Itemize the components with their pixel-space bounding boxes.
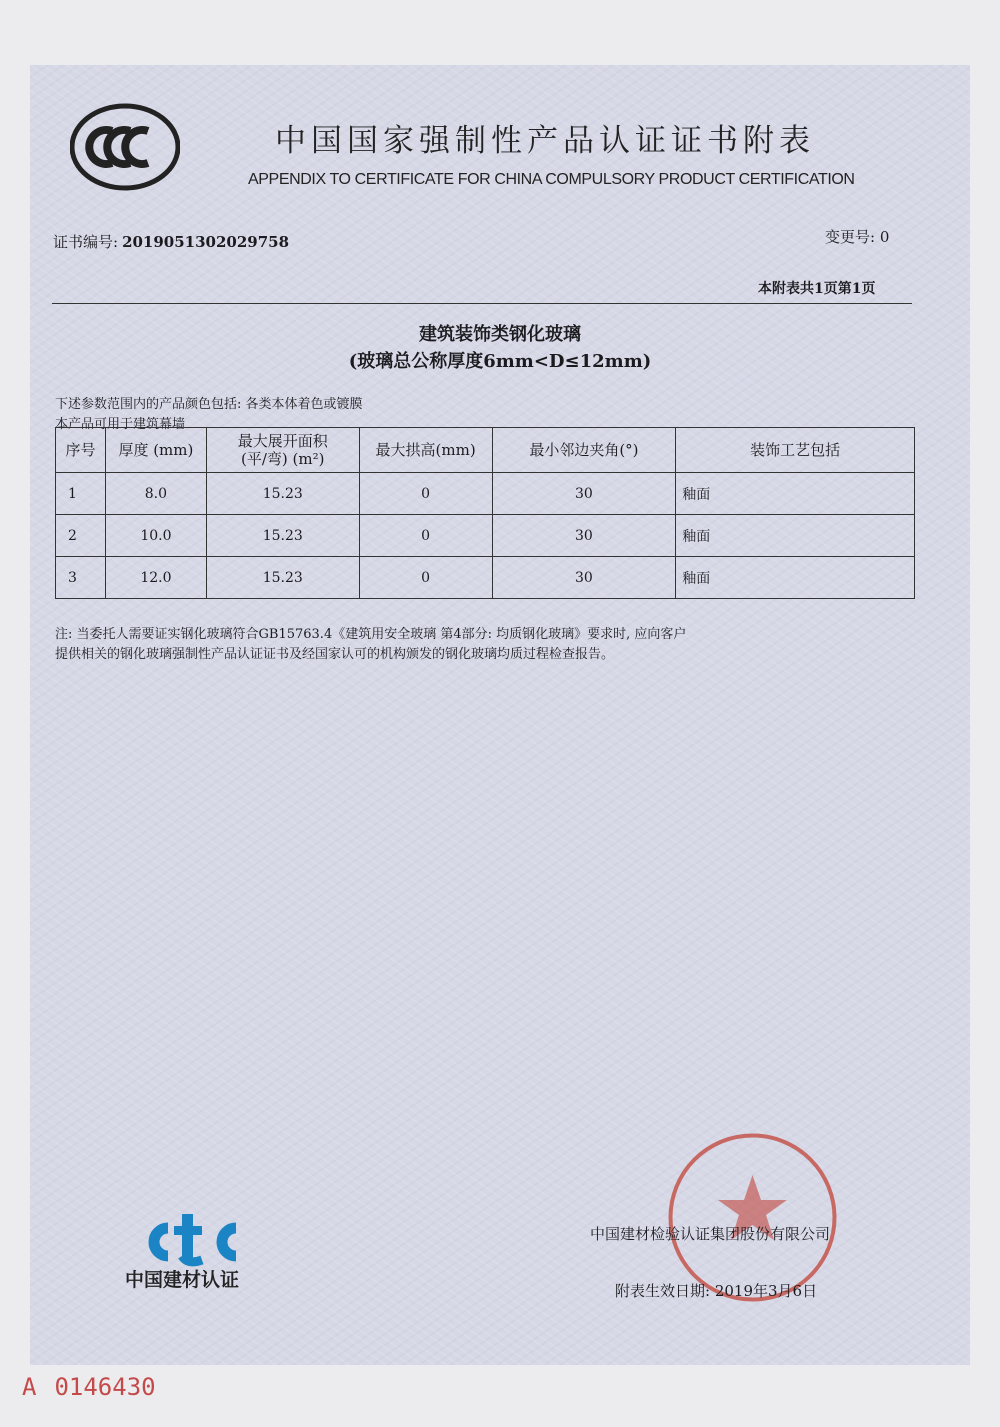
serial-number	[22, 1373, 174, 1401]
table-row	[56, 473, 915, 515]
footnote-line-2: 提供相关的钢化玻璃强制性产品认证证书及经国家认可的机构颁发的钢化玻璃均质过程检查报告。	[55, 647, 615, 662]
spec-table	[55, 427, 915, 599]
cell-thickness: 12.0	[105, 557, 206, 599]
title-cn: 中国国家强制性产品认证证书附表	[275, 123, 815, 159]
usage-note: 本产品可用于建筑幕墙	[55, 417, 186, 432]
table-row	[56, 515, 915, 557]
cell-max-arch: 0	[359, 473, 492, 515]
cell-index: 1	[56, 473, 106, 515]
col-header-min-angle: 最小邻边夹角(°)	[492, 428, 676, 473]
cell-min-angle: 30	[492, 473, 676, 515]
page-info: 本附表共1页第1页	[758, 281, 876, 297]
col-header-max-arch: 最大拱高(mm)	[359, 428, 492, 473]
certificate-number	[53, 231, 289, 252]
cell-max-area: 15.23	[206, 515, 359, 557]
change-number: 变更号: 0	[825, 228, 890, 246]
cell-thickness: 10.0	[105, 515, 206, 557]
serial-prefix: A	[22, 1373, 37, 1401]
cell-thickness: 8.0	[105, 473, 206, 515]
cell-index: 3	[56, 557, 106, 599]
cell-min-angle: 30	[492, 515, 676, 557]
ccc-logo	[70, 103, 180, 191]
certificate-sheet	[30, 65, 970, 1365]
cert-no-label: 证书编号:	[53, 233, 119, 251]
cell-decoration: 釉面	[676, 557, 915, 599]
col-header-decoration: 装饰工艺包括	[676, 428, 915, 473]
cell-decoration: 釉面	[676, 473, 915, 515]
table-row	[56, 557, 915, 599]
issuer-name: 中国建材检验认证集团股份有限公司	[590, 1225, 831, 1243]
col-header-thickness: 厚度 (mm)	[105, 428, 206, 473]
official-seal	[665, 1130, 840, 1305]
ctc-logo	[140, 1210, 250, 1270]
cert-no-value: 2019051302029758	[122, 233, 290, 251]
product-name: 建筑装饰类钢化玻璃	[419, 324, 581, 345]
footnote-line-1: 注: 当委托人需要证实钢化玻璃符合GB15763.4《建筑用安全玻璃 第4部分: 均质钢化玻璃》要求时, 应向客户	[55, 627, 687, 642]
serial-value: 0146430	[54, 1373, 156, 1401]
color-note: 下述参数范围内的产品颜色包括: 各类本体着色或镀膜	[55, 397, 363, 412]
cell-min-angle: 30	[492, 557, 676, 599]
title-en: APPENDIX TO CERTIFICATE FOR CHINA COMPULSORY PRODUCT CERTIFICATION	[248, 171, 855, 188]
header-divider	[52, 303, 912, 304]
cell-decoration: 釉面	[676, 515, 915, 557]
ctc-brand-text: 中国建材认证	[125, 1269, 240, 1291]
cell-max-arch: 0	[359, 515, 492, 557]
effective-date: 附表生效日期: 2019年3月6日	[615, 1282, 818, 1300]
cell-max-area: 15.23	[206, 473, 359, 515]
col-header-max-area: 最大展开面积 (平/弯) (m²)	[206, 428, 359, 473]
cell-index: 2	[56, 515, 106, 557]
table-header-row	[56, 428, 915, 473]
product-range: (玻璃总公称厚度6mm<D≤12mm)	[348, 351, 652, 372]
cell-max-arch: 0	[359, 557, 492, 599]
cell-max-area: 15.23	[206, 557, 359, 599]
col-header-index: 序号	[56, 428, 106, 473]
